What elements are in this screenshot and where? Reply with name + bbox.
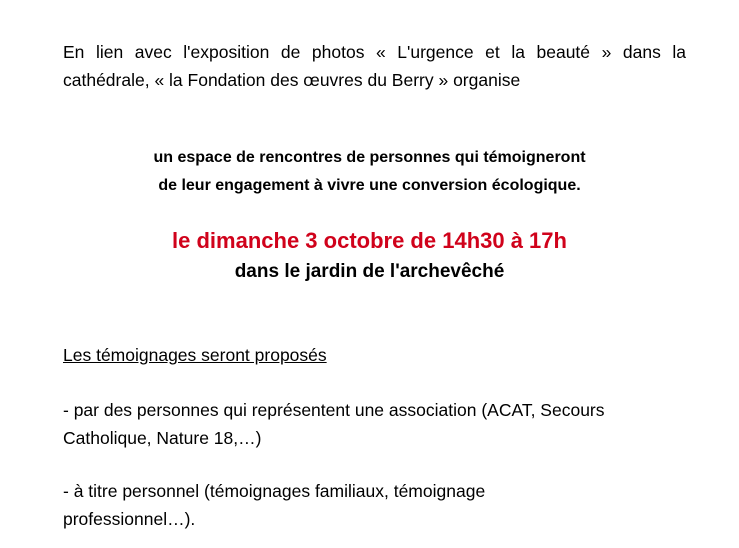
- event-description-line-2: de leur engagement à vivre une conversion écologique.: [158, 177, 581, 194]
- testimonies-heading: Les témoignages seront proposés: [63, 345, 327, 365]
- list-item-line-2: Catholique, Nature 18,…): [63, 428, 262, 448]
- intro-line-1: En lien avec l'exposition de photos « L'urgence et la beauté » dans la: [63, 42, 686, 62]
- event-description: [0, 144, 739, 200]
- list-item: [63, 396, 693, 452]
- event-place: dans le jardin de l'archevêché: [234, 261, 505, 282]
- event-date: le dimanche 3 octobre de 14h30 à 17h: [172, 228, 567, 253]
- list-item-line-2: professionnel…).: [63, 509, 196, 529]
- intro-line-2: cathédrale, « la Fondation des œuvres du Berry » organise: [63, 70, 521, 90]
- list-item-line-1: - à titre personnel (témoignages familiaux, témoignage: [63, 481, 486, 501]
- list-item-line-1: - par des personnes qui représentent une association (ACAT, Secours: [63, 400, 605, 420]
- list-item: [63, 477, 693, 533]
- intro-paragraph: [63, 38, 686, 94]
- event-description-line-1: un espace de rencontres de personnes qui témoigneront: [153, 149, 586, 166]
